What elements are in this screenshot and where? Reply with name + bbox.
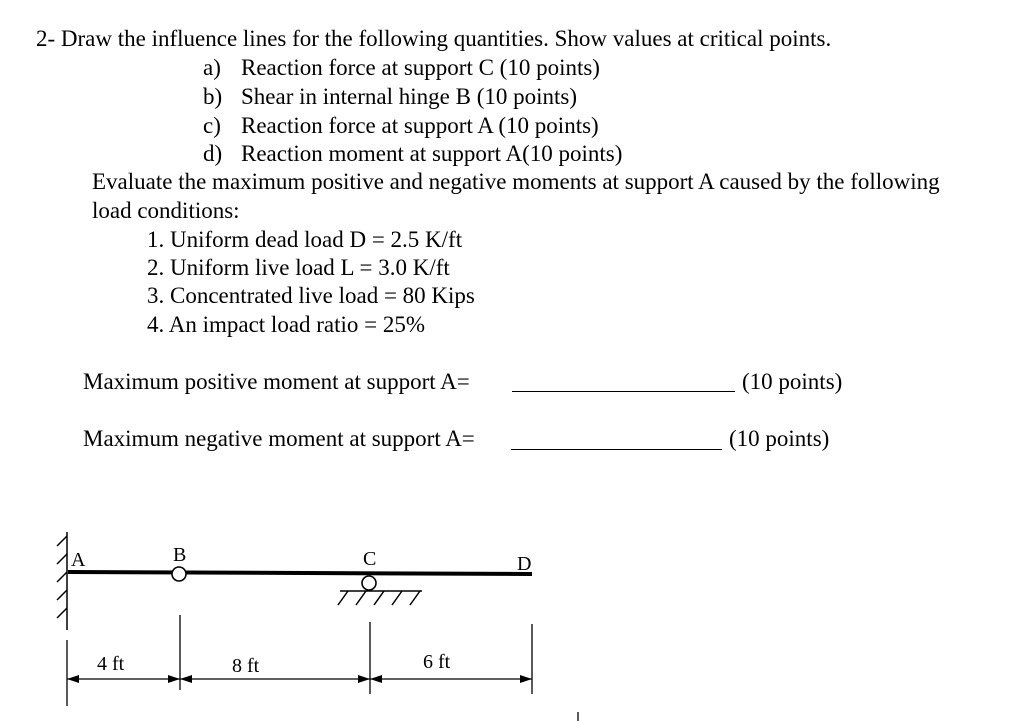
quantity-text-b: Shear in internal hinge B (10 points) <box>241 84 577 109</box>
evaluate-instruction-line2: load conditions: <box>92 198 240 223</box>
hinge-b <box>172 567 186 581</box>
quantity-text-c: Reaction force at support A (10 points) <box>241 113 599 138</box>
span-cd: 6 ft <box>423 651 451 673</box>
answer-positive-label: Maximum positive moment at support A= <box>83 369 470 394</box>
evaluate-instruction-line1: Evaluate the maximum positive and negative moments at support A caused by the following <box>92 169 940 194</box>
quantity-marker-c: c) <box>203 113 221 138</box>
answer-negative-points: (10 points) <box>729 426 830 451</box>
load-condition-2: 2. Uniform live load L = 3.0 K/ft <box>147 255 450 280</box>
roller-c <box>362 576 376 590</box>
label-c: C <box>363 548 377 570</box>
load-condition-4: 4. An impact load ratio = 25% <box>147 312 426 337</box>
quantity-text-a: Reaction force at support C (10 points) <box>241 55 600 80</box>
dimension-extension-lines <box>67 615 532 706</box>
span-bc: 8 ft <box>232 655 260 677</box>
quantity-marker-b: b) <box>203 84 223 109</box>
quantity-text-d: Reaction moment at support A(10 points) <box>241 141 623 166</box>
span-ab: 4 ft <box>97 653 125 675</box>
roller-c-hatch <box>338 591 420 605</box>
answer-negative-label: Maximum negative moment at support A= <box>83 426 475 451</box>
quantity-marker-a: a) <box>203 55 221 80</box>
fixed-wall-hatch <box>57 536 67 618</box>
answer-positive-points: (10 points) <box>742 369 843 394</box>
label-b: B <box>173 544 187 566</box>
load-condition-1: 1. Uniform dead load D = 2.5 K/ft <box>147 227 463 252</box>
quantity-marker-d: d) <box>203 141 223 166</box>
beam <box>68 572 532 574</box>
label-a: A <box>71 549 86 571</box>
load-condition-3: 3. Concentrated live load = 80 Kips <box>147 283 475 308</box>
label-d: D <box>517 553 532 575</box>
problem-title: 2- Draw the influence lines for the following quantities. Show values at critical points. <box>36 26 832 51</box>
